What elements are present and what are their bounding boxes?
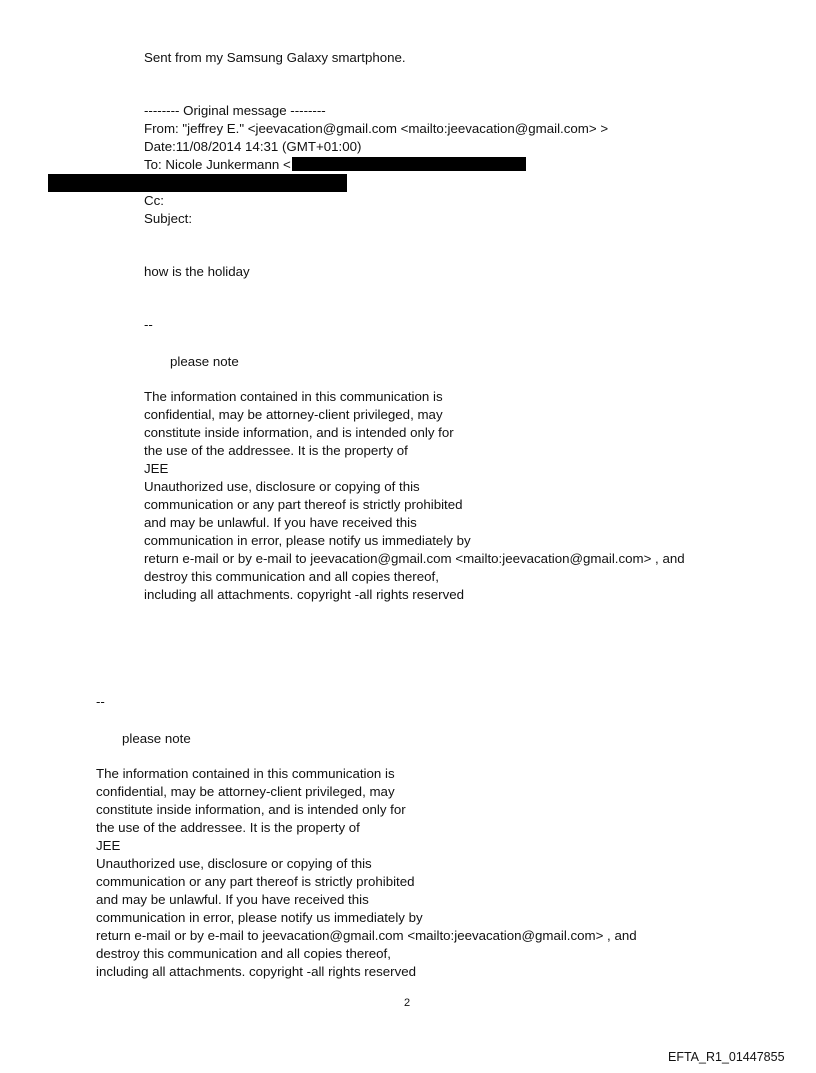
date-line: Date:11/08/2014 14:31 (GMT+01:00) bbox=[144, 139, 362, 154]
disclaimer-line: The information contained in this communication is bbox=[96, 766, 395, 781]
disclaimer-line: including all attachments. copyright -all rights reserved bbox=[144, 587, 465, 602]
signature-separator: -- bbox=[144, 317, 153, 332]
note-title: please note bbox=[122, 731, 191, 746]
disclaimer-line: confidential, may be attorney-client privileged, may bbox=[96, 784, 395, 799]
disclaimer-line: JEE bbox=[144, 461, 169, 476]
disclaimer-line: and may be unlawful. If you have received this bbox=[144, 515, 417, 530]
sent-from-line: Sent from my Samsung Galaxy smartphone. bbox=[144, 50, 406, 65]
disclaimer-line: destroy this communication and all copies thereof, bbox=[96, 946, 391, 961]
disclaimer-line: return e-mail or by e-mail to jeevacation@gmail.com <mailto:jeevacation@gmail.com> , and bbox=[144, 551, 685, 566]
disclaimer-line: the use of the addressee. It is the property of bbox=[144, 443, 408, 458]
original-message-header: -------- Original message -------- bbox=[144, 103, 326, 118]
disclaimer-line: Unauthorized use, disclosure or copying of this bbox=[144, 479, 420, 494]
page-number: 2 bbox=[404, 997, 411, 1009]
disclaimer-line: confidential, may be attorney-client privileged, may bbox=[144, 407, 443, 422]
document-id: EFTA_R1_01447855 bbox=[668, 1050, 785, 1064]
disclaimer-line: constitute inside information, and is intended only for bbox=[144, 425, 454, 440]
disclaimer-line: communication in error, please notify us immediately by bbox=[96, 910, 423, 925]
redaction-bar bbox=[292, 157, 526, 171]
disclaimer-line: Unauthorized use, disclosure or copying of this bbox=[96, 856, 372, 871]
disclaimer-line: constitute inside information, and is intended only for bbox=[96, 802, 406, 817]
disclaimer-line: the use of the addressee. It is the property of bbox=[96, 820, 360, 835]
cc-line: Cc: bbox=[144, 193, 164, 208]
subject-line: Subject: bbox=[144, 211, 193, 226]
disclaimer-line: destroy this communication and all copies thereof, bbox=[144, 569, 439, 584]
disclaimer-line: JEE bbox=[96, 838, 121, 853]
note-title: please note bbox=[170, 354, 239, 369]
disclaimer-line: communication in error, please notify us immediately by bbox=[144, 533, 471, 548]
disclaimer-line: return e-mail or by e-mail to jeevacation@gmail.com <mailto:jeevacation@gmail.com> , and bbox=[96, 928, 637, 943]
to-line: To: Nicole Junkermann < bbox=[144, 157, 291, 172]
disclaimer-line: communication or any part thereof is strictly prohibited bbox=[96, 874, 415, 889]
disclaimer-line: The information contained in this communication is bbox=[144, 389, 443, 404]
disclaimer-line: including all attachments. copyright -all rights reserved bbox=[96, 964, 417, 979]
disclaimer-line: communication or any part thereof is strictly prohibited bbox=[144, 497, 463, 512]
message-body: how is the holiday bbox=[144, 264, 250, 279]
from-line: From: "jeffrey E." <jeevacation@gmail.com <mailto:jeevacation@gmail.com> > bbox=[144, 121, 609, 136]
signature-separator: -- bbox=[96, 694, 105, 709]
redaction-bar bbox=[48, 174, 347, 192]
disclaimer-line: and may be unlawful. If you have received this bbox=[96, 892, 369, 907]
